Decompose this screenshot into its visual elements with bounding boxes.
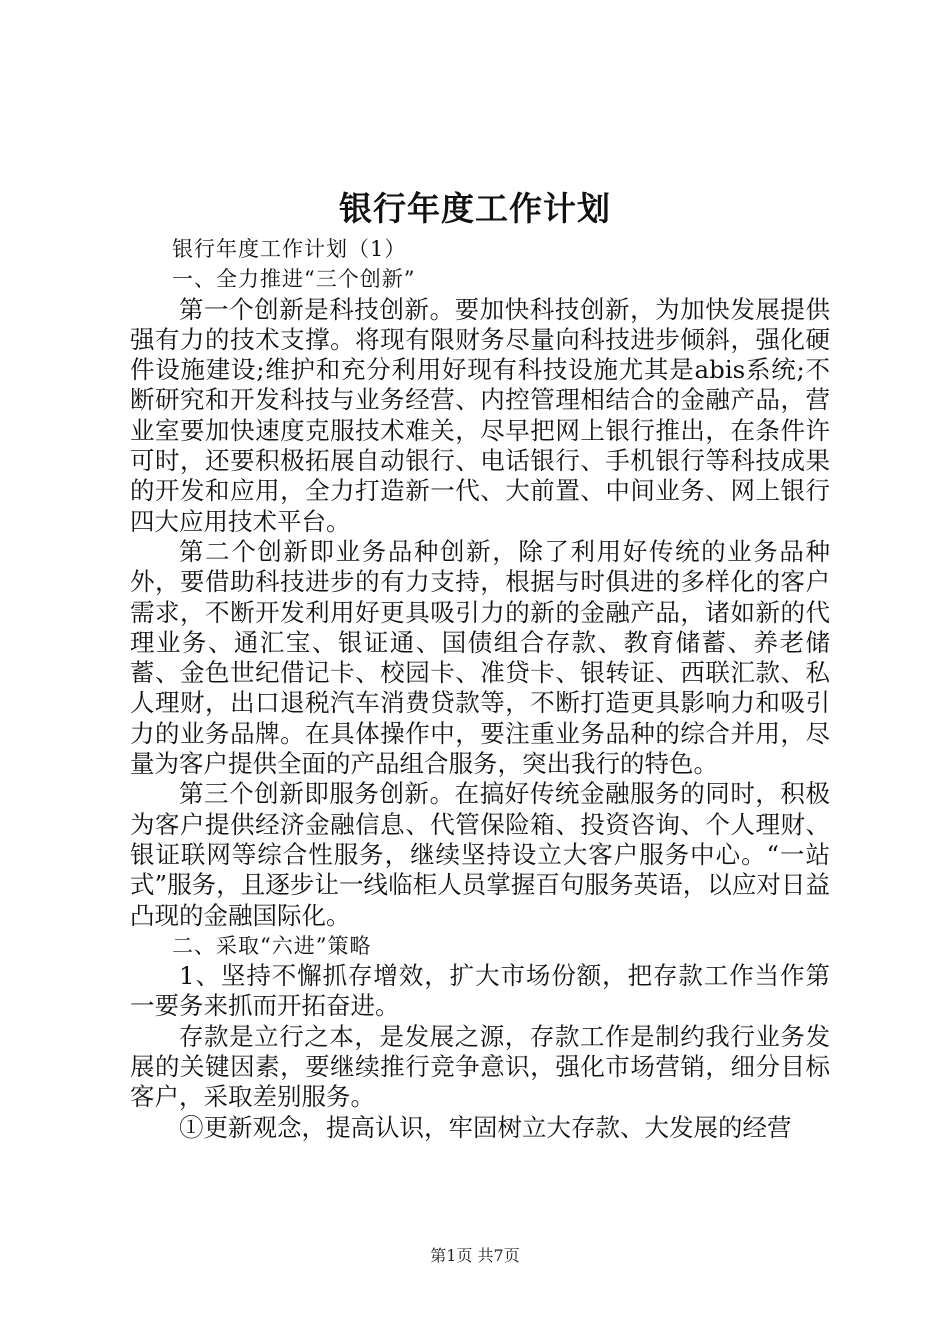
body-paragraph: 存款是立行之本，是发展之源，存款工作是制约我行业务发展的关键因素，要继续推行竞争意识，强化市场营销，细分目标客户，采取差别服务。 — [130, 1021, 830, 1112]
body-paragraph: ①更新观念，提高认识，牢固树立大存款、大发展的经营 — [179, 1112, 792, 1142]
body-paragraph: 第三个创新即服务创新。在搞好传统金融服务的同时，积极为客户提供经济金融信息、代管保险箱、投资咨询、个人理财、银证联网等综合性服务，继续坚持设立大客户服务中心。“一站式”服务，且逐步让一线临柜人员掌握百句服务英语，以应对日益凸现的金融国际化。 — [130, 779, 830, 930]
section-heading: 一、全力推进“三个创新” — [172, 267, 416, 292]
section-heading: 银行年度工作计划（1） — [172, 237, 407, 261]
body-paragraph: 第一个创新是科技创新。要加快科技创新，为加快发展提供强有力的技术支撑。将现有限财务尽量向科技进步倾斜，强化硬件设施建设;维护和充分利用好现有科技设施尤其是abis系统;不断研究和开发科技与业务经营、内控管理相结合的金融产品，营业室要加快速度克服技术难关，尽早把网上银行推出，在条件许可时，还要积极拓展自动银行、电话银行、手机银行等科技成果的开发和应用，全力打造新一代、大前置、中间业务、网上银行四大应用技术平台。 — [130, 294, 830, 536]
body-paragraph: 1、坚持不懈抓存增效，扩大市场份额，把存款工作当作第一要务来抓而开拓奋进。 — [130, 961, 830, 1021]
section-heading: 二、采取“六进”策略 — [172, 933, 372, 958]
document-body — [130, 234, 830, 1143]
page-footer — [0, 1243, 950, 1266]
body-paragraph: 第二个创新即业务品种创新，除了利用好传统的业务品种外，要借助科技进步的有力支持，根据与时俱进的多样化的客户需求，不断开发利用好更具吸引力的新的金融产品，诸如新的代理业务、通汇宝、银证通、国债组合存款、教育储蓄、养老储蓄、金色世纪借记卡、校园卡、准贷卡、银转证、西联汇款、私人理财，出口退税汽车消费贷款等，不断打造更具影响力和吸引力的业务品牌。在具体操作中，要注重业务品种的综合并用，尽量为客户提供全面的产品组合服务，突出我行的特色。 — [130, 536, 830, 779]
document-title: 银行年度工作计划 — [339, 189, 611, 228]
page-number-label: 第1页 共7页 — [430, 1246, 520, 1265]
